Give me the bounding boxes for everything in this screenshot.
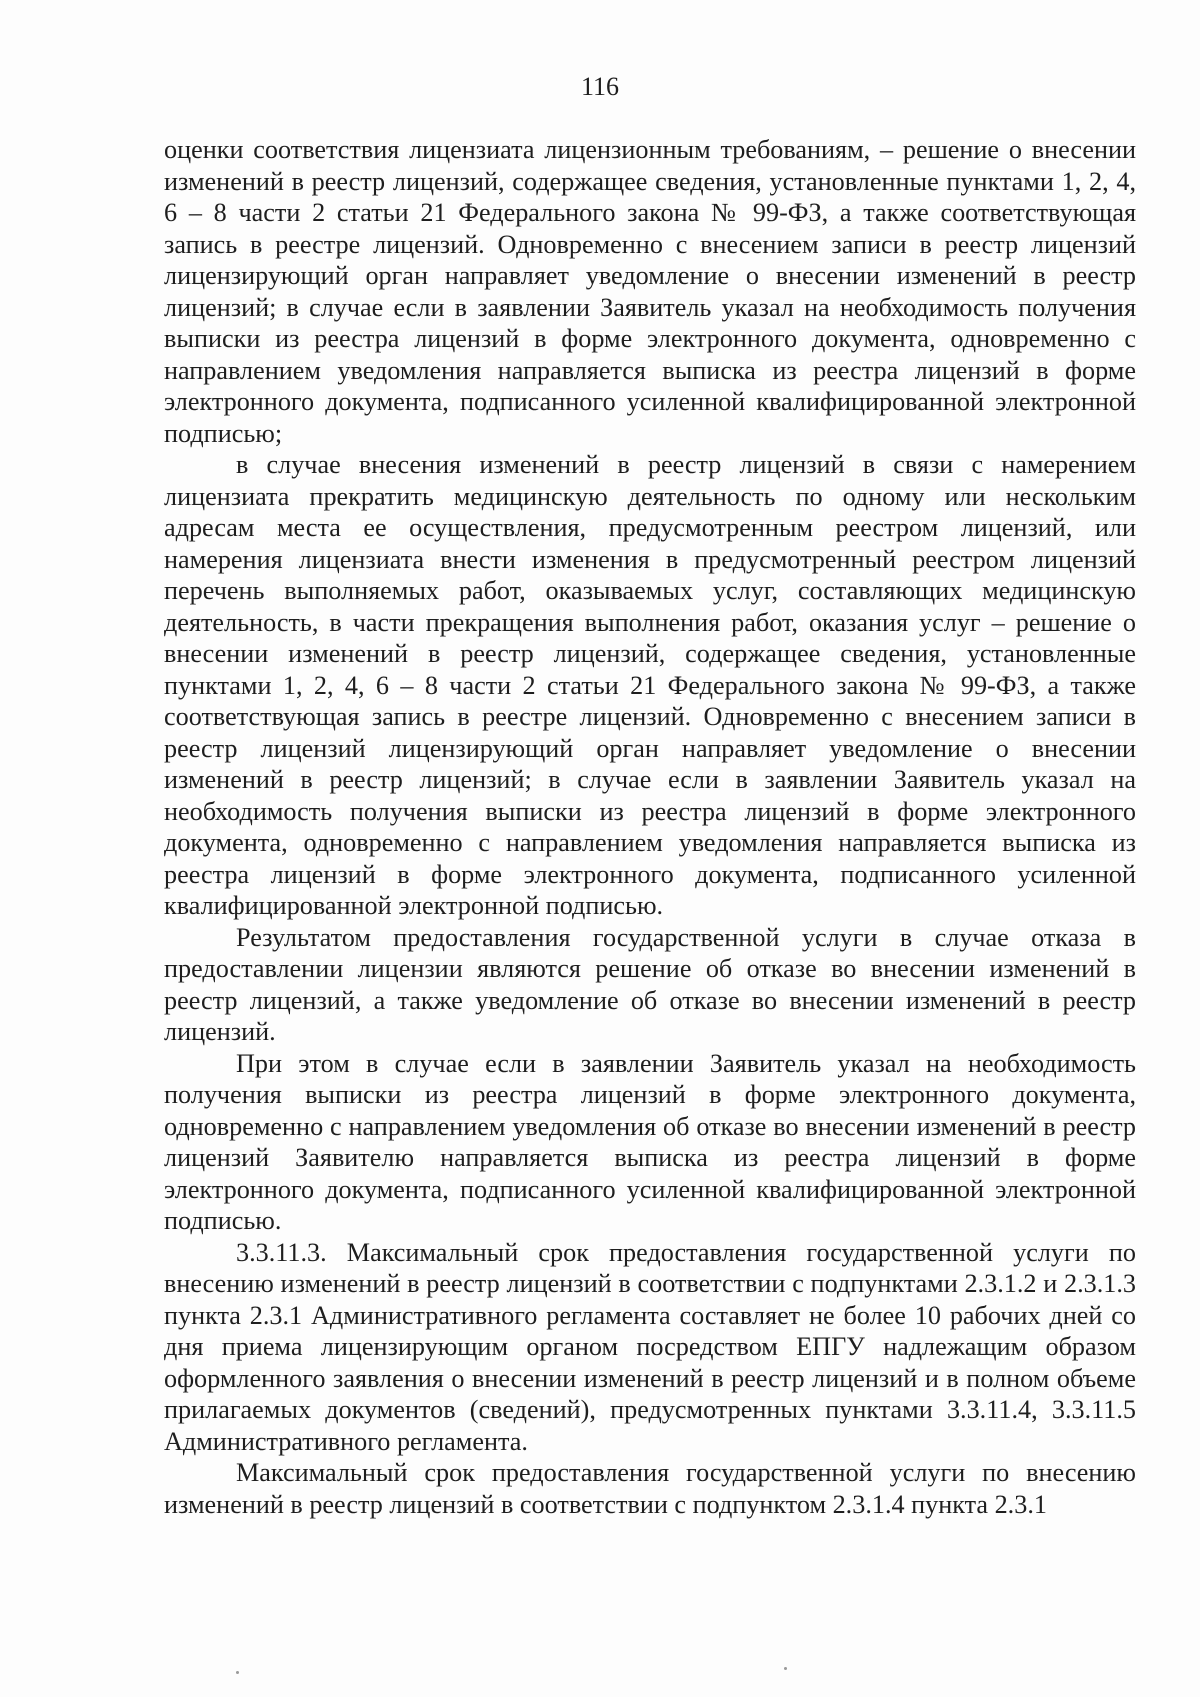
paragraph-max-term: Максимальный срок предоставления государственной услуги по внесению изменений в реестр лицензий в соответствии с подпунктом 2.3.1.4 пункта 2.3.1 bbox=[164, 1458, 1136, 1519]
paragraph-3-3-11-3: 3.3.11.3. Максимальный срок предоставления государственной услуги по внесению изменений в реестр лицензий в соответствии с подпунктами 2.3.1.2 и 2.3.1.3 пункта 2.3.1 Административного регламента составляет не более 10 рабочих дней со дня приема лицензирующим органом посредством ЕПГУ надлежащим образом оформленного заявления о внесении изменений в реестр лицензий и в полном объеме прилагаемых документов (сведений), предусмотренных пунктами 3.3.11.4, 3.3.11.5 Административного регламента. bbox=[164, 1237, 1136, 1456]
paragraph-continuation: оценки соответствия лицензиата лицензионным требованиям, – решение о внесении изменений в реестр лицензий, содержащее сведения, установленные пунктами 1, 2, 4, 6 – 8 части 2 статьи 21 Федерального закона № 99-ФЗ, а также соответствующая запись в реестре лицензий. Одновременно с внесением записи в реестр лицензий лицензирующий орган направляет уведомление о внесении изменений в реестр лицензий; в случае если в заявлении Заявитель указал на необходимость получения выписки из реестра лицензий в форме электронного документа, одновременно с направлением уведомления направляется выписка из реестра лицензий в форме электронного документа, подписанного усиленной квалифицированной электронной подписью; bbox=[164, 135, 1136, 448]
page-number: 116 bbox=[580, 72, 620, 101]
scan-speck bbox=[236, 1671, 239, 1674]
paragraph-refusal-result: Результатом предоставления государственной услуги в случае отказа в предоставлении лицензии являются решение об отказе во внесении изменений в реестр лицензий, а также уведомление об отказе во внесении изменений в реестр лицензий. bbox=[164, 922, 1136, 1046]
scan-speck bbox=[784, 1667, 787, 1670]
paragraph-refusal-extract: При этом в случае если в заявлении Заявитель указал на необходимость получения выписки из реестра лицензий в форме электронного документа, одновременно с направлением уведомления об отказе во внесении изменений в реестр лицензий Заявителю направляется выписка из реестра лицензий в форме электронного документа, подписанного усиленной квалифицированной электронной подписью. bbox=[164, 1048, 1136, 1235]
body-text bbox=[164, 134, 1136, 1520]
paragraph-termination-changes: в случае внесения изменений в реестр лицензий в связи с намерением лицензиата прекратить медицинскую деятельность по одному или нескольким адресам места ее осуществления, предусмотренным реестром лицензий, или намерения лицензиата внести изменения в предусмотренный реестром лицензий перечень выполняемых работ, оказываемых услуг, составляющих медицинскую деятельность, в части прекращения выполнения работ, оказания услуг – решение о внесении изменений в реестр лицензий, содержащее сведения, установленные пунктами 1, 2, 4, 6 – 8 части 2 статьи 21 Федерального закона № 99-ФЗ, а также соответствующая запись в реестре лицензий. Одновременно с внесением записи в реестр лицензий лицензирующий орган направляет уведомление о внесении изменений в реестр лицензий; в случае если в заявлении Заявитель указал на необходимость получения выписки из реестра лицензий в форме электронного документа, одновременно с направлением уведомления направляется выписка из реестра лицензий в форме электронного документа, подписанного усиленной квалифицированной электронной подписью. bbox=[164, 450, 1136, 920]
